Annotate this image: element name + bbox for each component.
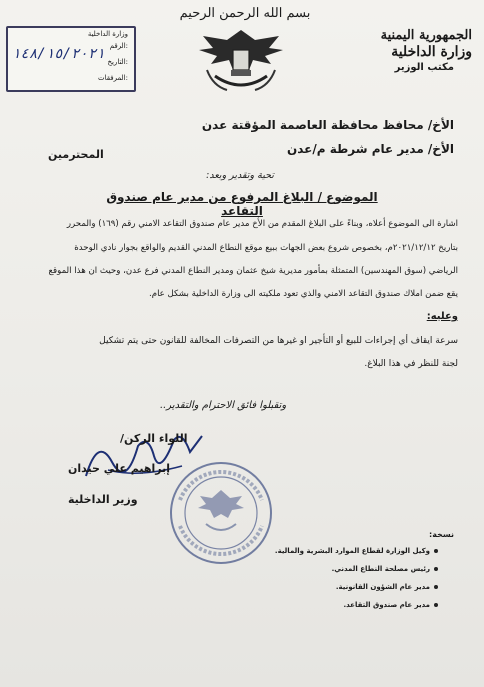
request-line: سرعة ايقاف أي إجراءات للبيع أو التأجير او غيرها من التصرفات المخالفة للقانون حتى يتم تشكيل: [99, 336, 458, 346]
basmala: بسم الله الرحمن الرحيم: [179, 6, 311, 21]
ref-org: وزارة الداخلية: [87, 30, 128, 38]
body-line: اشارة الى الموضوع أعلاه، وبناءً على البلاغ المقدم من الأخ مدير عام صندوق التقاعد الامني رقم (١٦٩) والمحرر: [66, 219, 458, 229]
respect-word: المحترمين: [48, 148, 104, 161]
ministry-block: [352, 28, 472, 74]
ref-attach-label: المرفقات:: [98, 74, 128, 82]
signatory-name: إبراهيم علي حيدان: [68, 462, 170, 475]
yemen-emblem-icon: [193, 26, 289, 102]
copy-recipient: وكيل الوزارة لقطاع الموارد البشرية والمالية.: [275, 547, 438, 555]
copy-recipient: مدير عام الشؤون القانونية.: [336, 583, 438, 591]
body-line: يقع ضمن املاك صندوق التقاعد الامني والذي تعود ملكيته الى وزارة الداخلية بشكل عام.: [149, 289, 458, 299]
copies-label: نسخة:: [429, 530, 454, 539]
signatory-rank: اللواء الركن/: [120, 432, 188, 445]
signatory-title: وزير الداخلية: [68, 493, 138, 506]
country-name: الجمهورية اليمنية: [380, 28, 472, 43]
addressee-governor: الأخ/ محافظ محافظة العاصمة المؤقتة عدن: [201, 118, 454, 132]
greeting: تحية وتقدير وبعد:: [206, 170, 274, 181]
copy-recipient: مدير عام صندوق التقاعد.: [343, 601, 438, 609]
reference-box: [6, 26, 136, 92]
ref-date-label: التاريخ:: [107, 58, 128, 66]
subject-line: الموضوع / البلاغ المرفوع من مدير عام صندوق التقاعد: [106, 190, 378, 218]
therefore-heading: وعليه:: [426, 311, 458, 322]
ministry-name: وزارة الداخلية: [391, 44, 472, 61]
request-line: لجنة للنظر في هذا البلاغ.: [364, 359, 458, 369]
office-name: مكتب الوزير: [394, 61, 454, 73]
body-line: بتاريخ ٢٠٢١/١٢/١٢م، بخصوص شروع بعض الجهات ببيع موقع النطاع المدني القديم والواقع بجوار نادي الوحدة: [74, 243, 458, 253]
addressee-police: الأخ/ مدير عام شرطة م/عدن: [286, 142, 454, 156]
body-line: الرياضي (سوق المهندسين) المتمثلة بمأمور مديرية شيخ عثمان ومدير النطاع المدني فرع عدن، وحيث ان هذا الموقع: [48, 266, 458, 276]
ref-number-label: الرقم:: [109, 42, 128, 50]
closing-phrase: وتقبلوا فائق الاحترام والتقدير..: [160, 400, 287, 411]
official-seal-stamp: [168, 460, 274, 566]
ref-handwritten-number: ١٤٨/١٥/٢٠٢١: [12, 46, 105, 62]
copy-recipient: رئيس مصلحة النطاع المدني.: [332, 565, 438, 573]
